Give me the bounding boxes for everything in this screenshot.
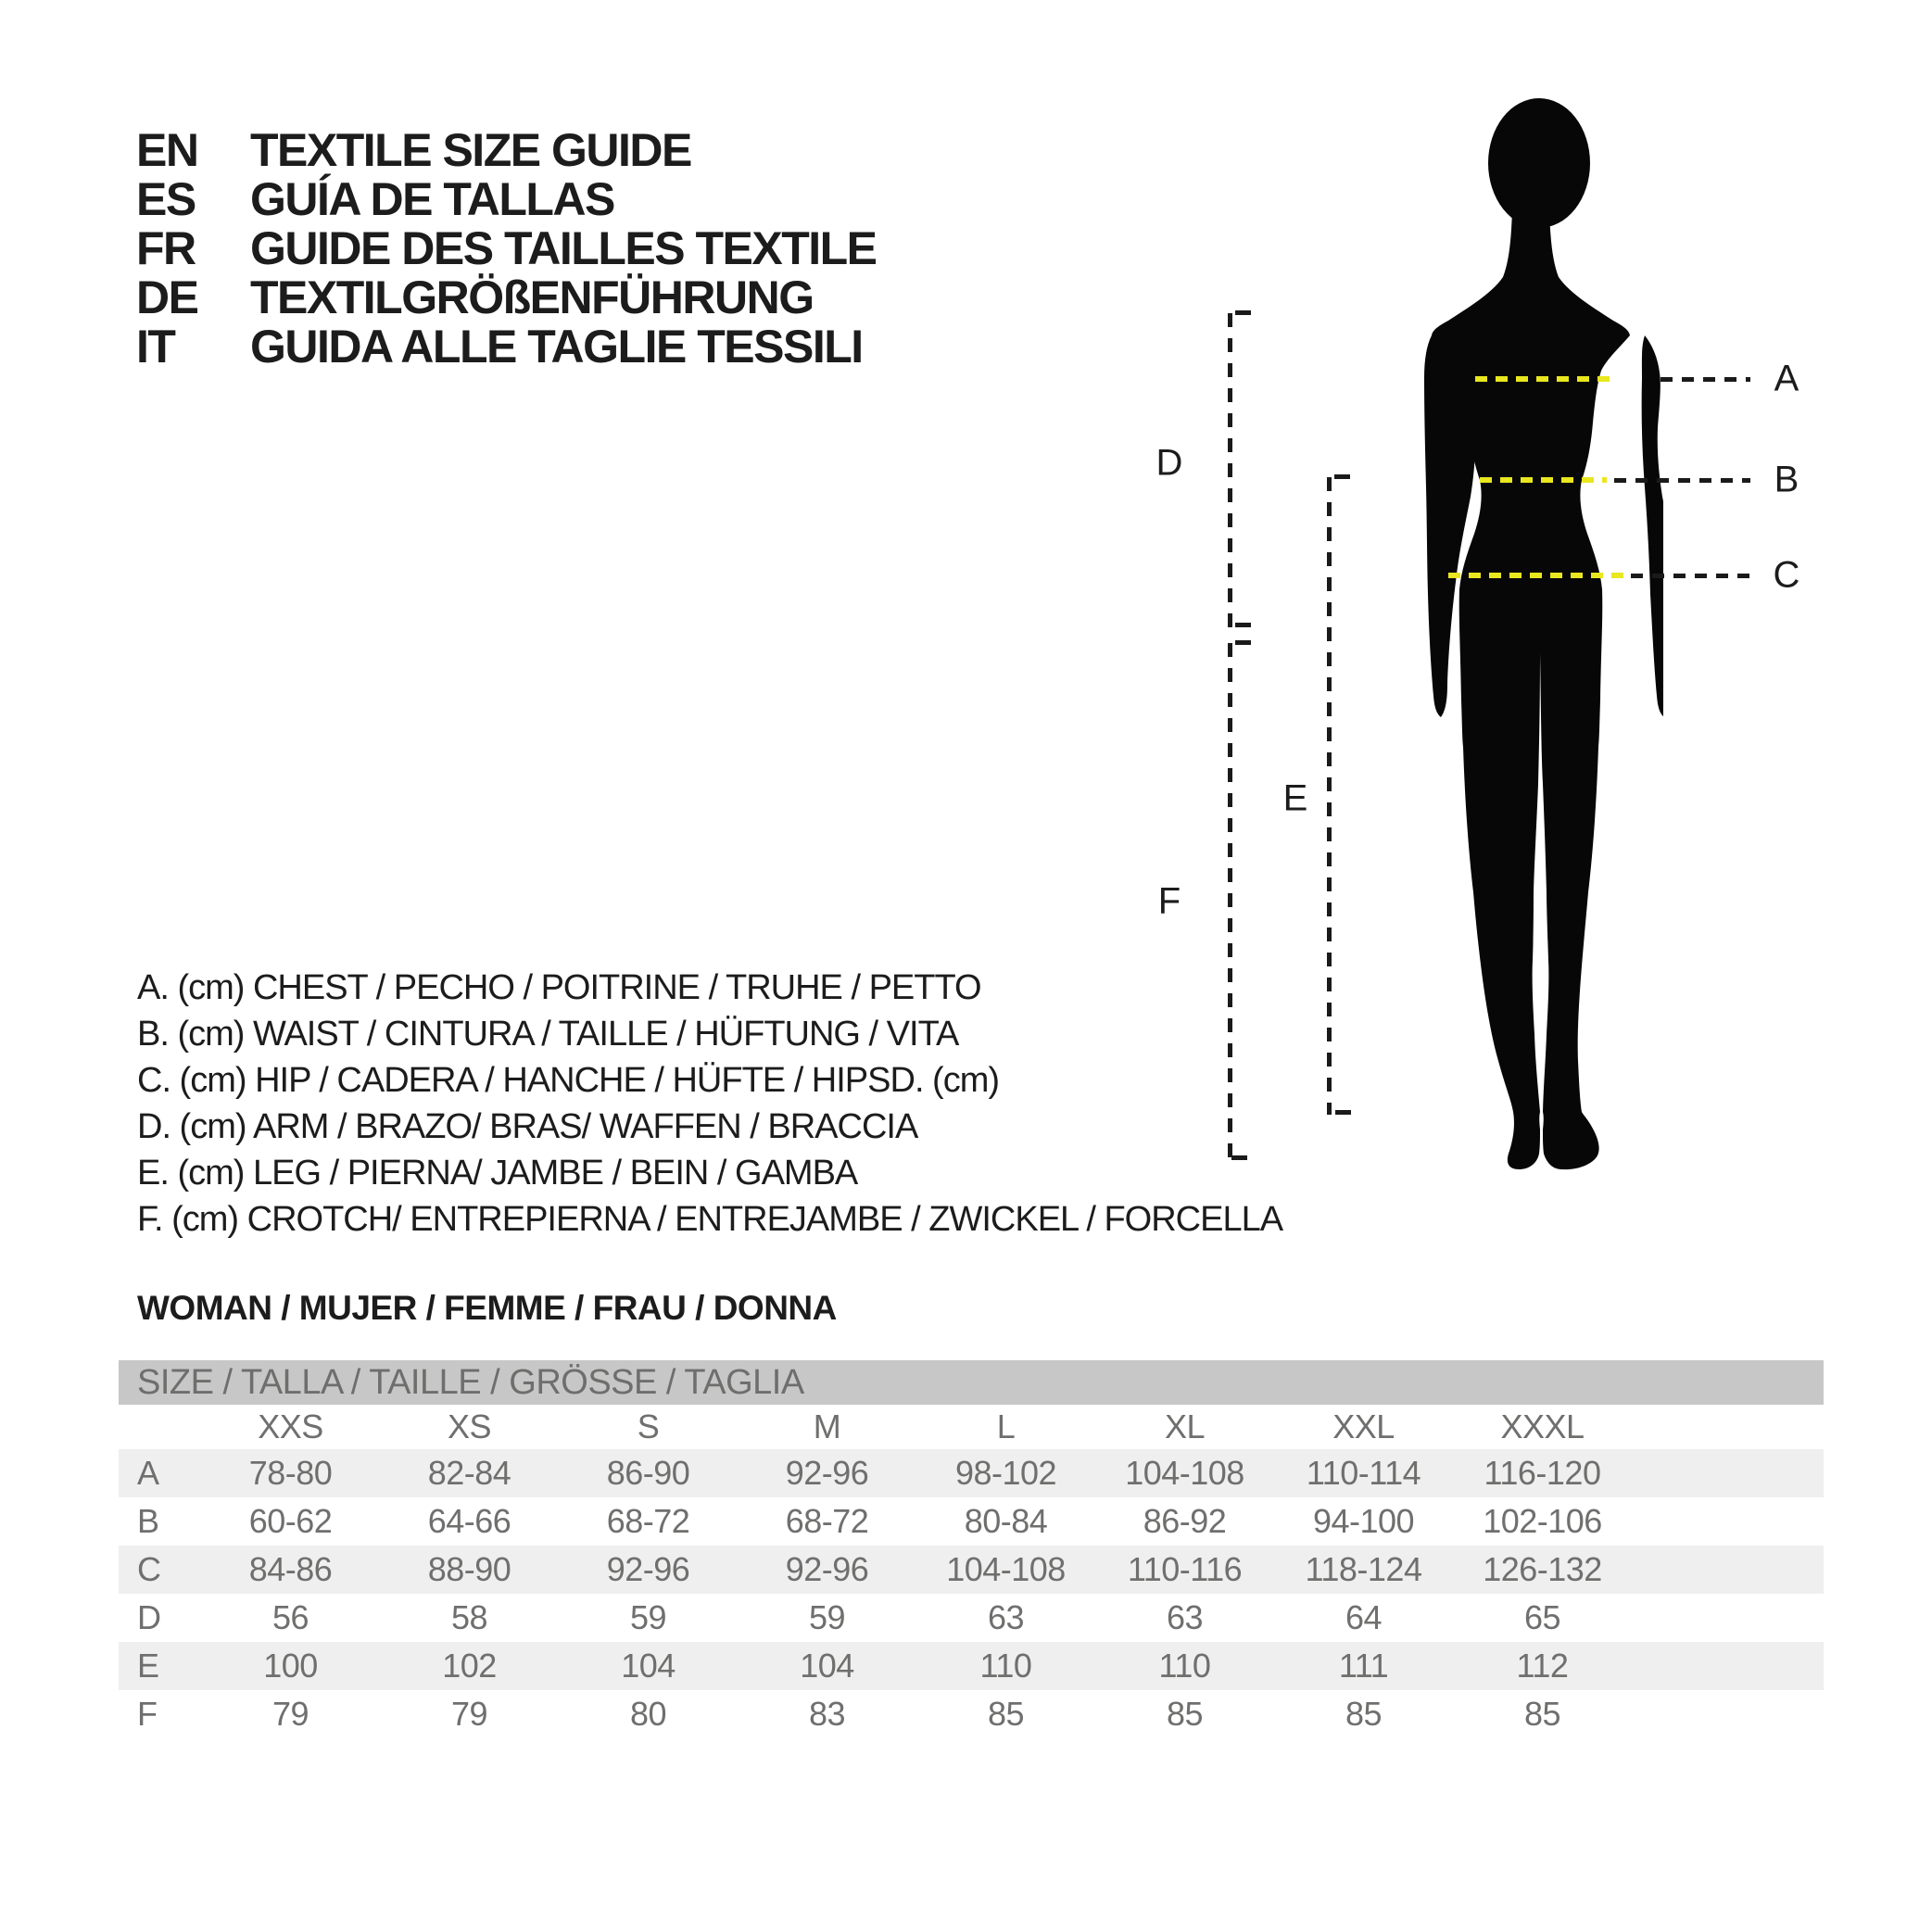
row-label: A <box>137 1454 159 1492</box>
legend-line-a: A. (cm) CHEST / PECHO / POITRINE / TRUHE / PETTO <box>137 968 981 1007</box>
legend-line-c: C. (cm) HIP / CADERA / HANCHE / HÜFTE / HIPSD. (cm) <box>137 1061 1000 1100</box>
gender-heading: WOMAN / MUJER / FEMME / FRAU / DONNA <box>137 1289 837 1327</box>
label-hip-C: C <box>1773 554 1800 596</box>
measure-value: 64-66 <box>427 1502 511 1540</box>
leg-line-bottom-tick <box>1335 1110 1351 1115</box>
silhouette-right-arm <box>1642 335 1663 717</box>
language-code: ES <box>136 173 196 225</box>
size-columns-row <box>119 1405 1824 1449</box>
label-crotch-F: F <box>1157 880 1181 922</box>
measure-value: 94-100 <box>1312 1502 1415 1540</box>
measure-value: 80 <box>629 1695 667 1733</box>
row-label: C <box>137 1550 161 1588</box>
measure-value: 59 <box>808 1598 846 1636</box>
legend-line-e: E. (cm) LEG / PIERNA/ JAMBE / BEIN / GAMBA <box>137 1154 858 1193</box>
size-column-m: M <box>813 1407 841 1445</box>
measure-value: 112 <box>1516 1647 1569 1685</box>
hip-measure-line-yellow <box>1448 573 1629 578</box>
table-row-f <box>119 1690 1824 1738</box>
measure-value: 85 <box>1166 1695 1204 1733</box>
size-column-xs: XS <box>447 1407 492 1445</box>
measure-value: 64 <box>1345 1598 1383 1636</box>
measure-value: 104 <box>800 1647 854 1685</box>
hip-leader-line <box>1631 574 1750 578</box>
label-waist-B: B <box>1774 459 1799 500</box>
measure-value: 85 <box>1523 1695 1561 1733</box>
measure-value: 110 <box>979 1647 1032 1685</box>
measure-value: 104-108 <box>1125 1454 1244 1492</box>
size-table <box>119 1360 1824 1738</box>
measure-value: 116-120 <box>1484 1454 1601 1492</box>
arm-line-top-tick <box>1235 310 1251 315</box>
language-code: EN <box>136 124 198 176</box>
crotch-line-bottom-tick <box>1231 1155 1247 1160</box>
label-leg-E: E <box>1282 777 1308 819</box>
measure-value: 92-96 <box>785 1550 869 1588</box>
legend-line-b: B. (cm) WAIST / CINTURA / TAILLE / HÜFTUNG / VITA <box>137 1015 959 1054</box>
language-title: TEXTILGRÖßENFÜHRUNG <box>250 271 814 323</box>
silhouette-head <box>1488 98 1590 228</box>
language-code: FR <box>136 222 196 274</box>
label-chest-A: A <box>1774 358 1799 399</box>
row-label: F <box>137 1695 158 1733</box>
language-title: GUIDE DES TAILLES TEXTILE <box>250 222 877 274</box>
language-code: DE <box>136 271 198 323</box>
arm-dimension-line <box>1228 313 1232 627</box>
measure-value: 104-108 <box>946 1550 1066 1588</box>
measure-value: 110-116 <box>1127 1550 1243 1588</box>
waist-leader-line <box>1614 478 1750 483</box>
measure-value: 58 <box>450 1598 488 1636</box>
measure-value: 80-84 <box>964 1502 1048 1540</box>
legend-line-d: D. (cm) ARM / BRAZO/ BRAS/ WAFFEN / BRACCIA <box>137 1107 918 1146</box>
table-row-a <box>119 1449 1824 1497</box>
woman-silhouette-image <box>1422 98 1663 1170</box>
measure-value: 63 <box>987 1598 1025 1636</box>
size-column-l: L <box>996 1407 1016 1445</box>
measure-value: 59 <box>629 1598 667 1636</box>
measure-value: 68-72 <box>785 1502 869 1540</box>
crotch-dimension-line <box>1228 643 1232 1160</box>
measure-value: 92-96 <box>606 1550 690 1588</box>
row-label: D <box>137 1598 161 1636</box>
leg-dimension-line <box>1327 477 1332 1115</box>
size-column-xxs: XXS <box>258 1407 323 1445</box>
measure-value: 78-80 <box>248 1454 333 1492</box>
measure-value: 104 <box>621 1647 676 1685</box>
table-row-b <box>119 1497 1824 1546</box>
measure-value: 56 <box>271 1598 309 1636</box>
measure-value: 126-132 <box>1483 1550 1602 1588</box>
row-label: E <box>137 1647 159 1685</box>
size-column-xxxl: XXXL <box>1500 1407 1585 1445</box>
measure-value: 84-86 <box>248 1550 333 1588</box>
measure-value: 68-72 <box>606 1502 690 1540</box>
leg-line-top-tick <box>1334 474 1350 479</box>
language-title: GUÍA DE TALLAS <box>250 173 614 225</box>
measure-value: 79 <box>271 1695 309 1733</box>
measure-value: 100 <box>263 1647 318 1685</box>
language-title: TEXTILE SIZE GUIDE <box>250 124 691 176</box>
measure-value: 86-90 <box>606 1454 690 1492</box>
table-row-e <box>119 1642 1824 1690</box>
size-table-header-bar: SIZE / TALLA / TAILLE / GRÖSSE / TAGLIA <box>119 1360 1824 1405</box>
legend-line-f: F. (cm) CROTCH/ ENTREPIERNA / ENTREJAMBE / ZWICKEL / FORCELLA <box>137 1200 1283 1239</box>
measure-value: 92-96 <box>785 1454 869 1492</box>
size-column-xxl: XXL <box>1332 1407 1395 1445</box>
measure-value: 110-114 <box>1306 1454 1421 1492</box>
measure-value: 98-102 <box>954 1454 1057 1492</box>
measure-value: 88-90 <box>427 1550 511 1588</box>
measure-value: 65 <box>1523 1598 1561 1636</box>
size-column-xl: XL <box>1164 1407 1206 1445</box>
measure-value: 102-106 <box>1483 1502 1602 1540</box>
table-row-d <box>119 1594 1824 1642</box>
label-arm-D: D <box>1155 442 1183 484</box>
measure-value: 60-62 <box>248 1502 333 1540</box>
size-column-s: S <box>637 1407 660 1445</box>
measure-value: 110 <box>1158 1647 1211 1685</box>
measure-value: 82-84 <box>427 1454 511 1492</box>
language-title: GUIDA ALLE TAGLIE TESSILI <box>250 321 863 372</box>
measure-value: 63 <box>1166 1598 1204 1636</box>
row-label: B <box>137 1502 159 1540</box>
measure-value: 86-92 <box>1143 1502 1227 1540</box>
measure-value: 111 <box>1338 1647 1389 1685</box>
measure-value: 79 <box>450 1695 488 1733</box>
measure-value: 85 <box>1345 1695 1383 1733</box>
measure-value: 83 <box>808 1695 846 1733</box>
measure-value: 118-124 <box>1305 1550 1422 1588</box>
measure-value: 102 <box>442 1647 497 1685</box>
chest-measure-line-yellow <box>1475 376 1616 382</box>
measure-value: 85 <box>987 1695 1025 1733</box>
size-table-body <box>119 1449 1824 1738</box>
chest-leader-line <box>1661 377 1750 382</box>
table-row-c <box>119 1546 1824 1594</box>
arm-line-bottom-tick <box>1235 623 1251 627</box>
language-code: IT <box>136 321 175 372</box>
waist-measure-line-yellow <box>1480 477 1607 483</box>
crotch-line-top-tick <box>1235 640 1251 645</box>
